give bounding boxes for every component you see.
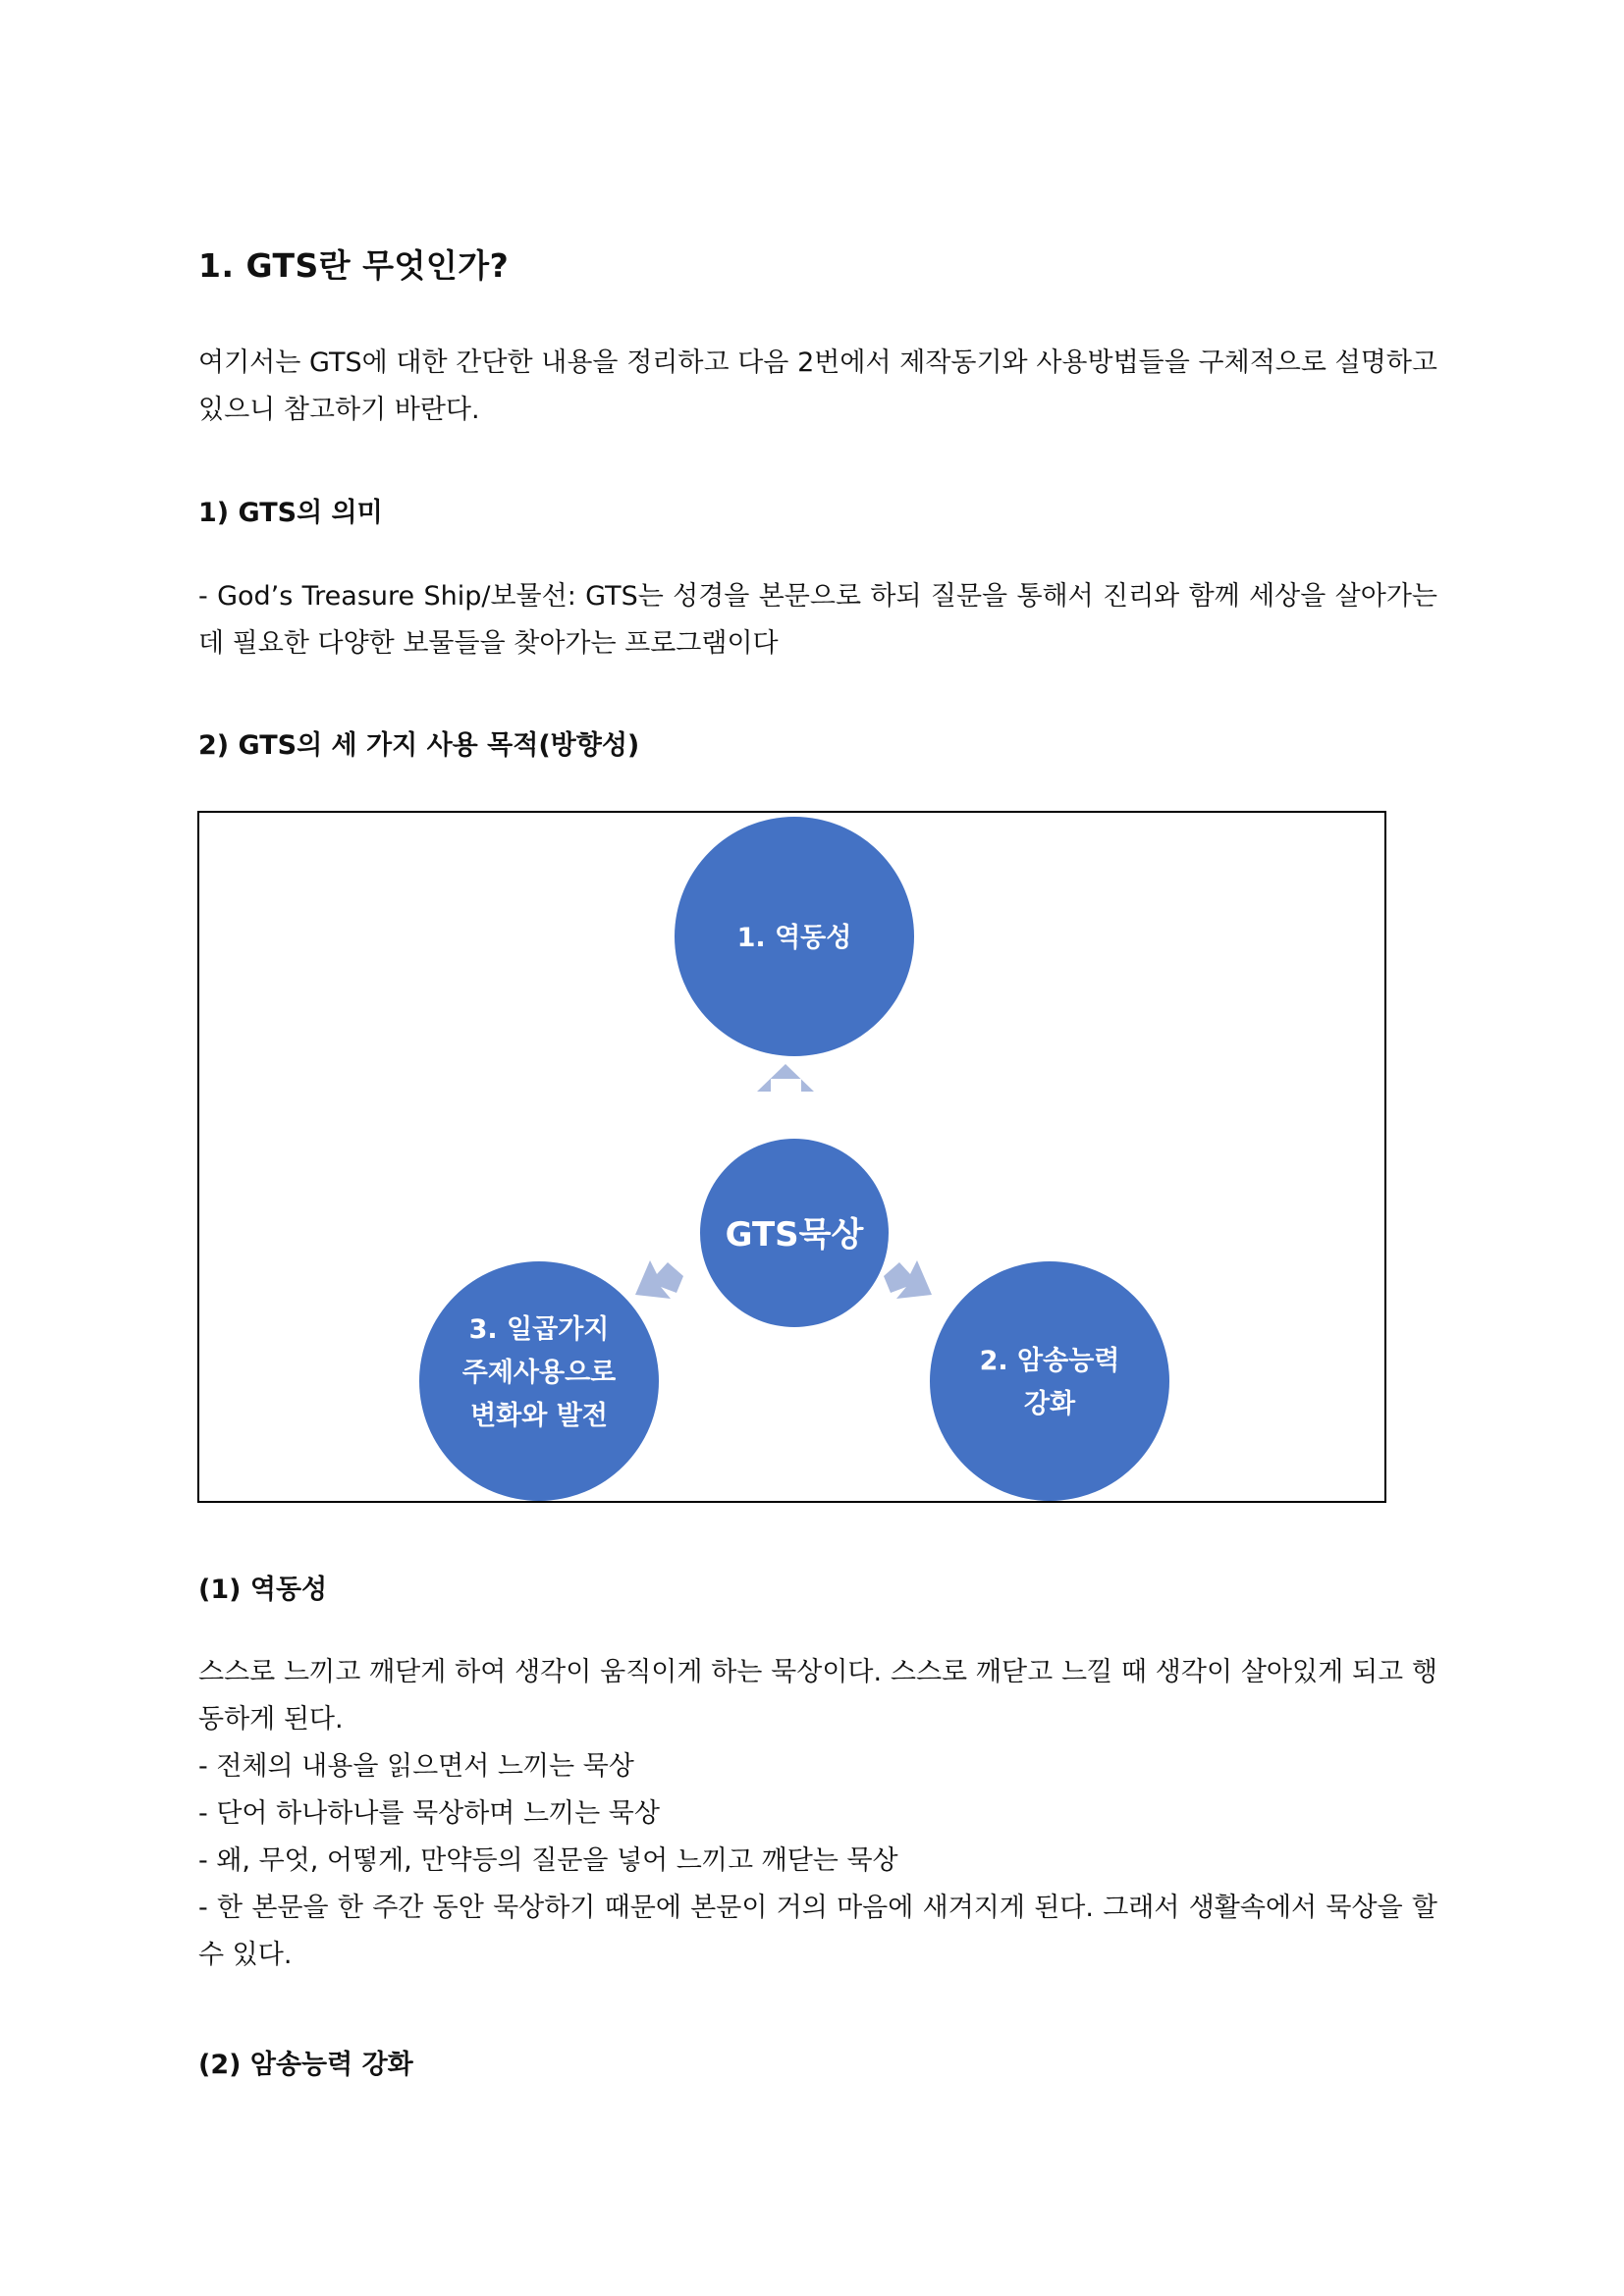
section-1-title: 1) GTS의 의미 xyxy=(198,498,383,528)
label-left-line-2: 주제사용으로 xyxy=(461,1358,617,1388)
intro-paragraph: 여기서는 GTS에 대한 간단한 내용을 정리하고 다음 2번에서 제작동기와 사용방법들을 구체적으로 설명하고 있으니 참고하기 바란다. xyxy=(198,347,1437,425)
subsection-2-title: (2) 암송능력 강화 xyxy=(198,2050,413,2080)
label-left-line-1: 3. 일곱가지 xyxy=(468,1314,610,1345)
label-right-line-1: 2. 암송능력 xyxy=(979,1346,1120,1376)
label-left-line-3: 변화와 발전 xyxy=(470,1401,608,1431)
subsection-1-title: (1) 역동성 xyxy=(198,1575,328,1605)
bullet-item: - 단어 하나하나를 묵상하며 느끼는 묵상 xyxy=(198,1798,660,1829)
arrow-left-down-icon xyxy=(635,1260,683,1299)
label-top: 1. 역동성 xyxy=(736,923,852,953)
section-1-text: - God’s Treasure Ship/보물선: GTS는 성경을 본문으로 하되 질문을 통해서 진리와 함께 세상을 살아가는데 필요한 다양한 보물들을 찾아가는 프로그램이다 xyxy=(198,581,1437,659)
page-title: 1. GTS란 무엇인가? xyxy=(198,246,510,285)
arrow-up-icon xyxy=(757,1064,814,1092)
bullet-item: - 왜, 무엇, 어떻게, 만약등의 질문을 넣어 느끼고 깨닫는 묵상 xyxy=(198,1845,898,1876)
bullet-item: - 전체의 내용을 읽으면서 느끼는 묵상 xyxy=(198,1751,634,1782)
subsection-1-text: 스스로 느끼고 깨닫게 하여 생각이 움직이게 하는 묵상이다. 스스로 깨닫고 느낄 때 생각이 살아있게 되고 행동하게 된다. xyxy=(198,1657,1437,1735)
diagram-svg xyxy=(199,813,1384,1501)
purpose-diagram xyxy=(197,811,1386,1503)
label-center: GTS묵상 xyxy=(725,1215,864,1255)
bullet-item-long: - 한 본문을 한 주간 동안 묵상하기 때문에 본문이 거의 마음에 새겨지게 된다. 그래서 생활속에서 묵상을 할수 있다. xyxy=(198,1893,1437,1970)
label-right-line-2: 강화 xyxy=(1023,1389,1076,1419)
circle-right xyxy=(930,1261,1169,1501)
arrow-right-down-icon xyxy=(884,1260,932,1299)
section-2-title: 2) GTS의 세 가지 사용 목적(방향성) xyxy=(198,730,640,761)
